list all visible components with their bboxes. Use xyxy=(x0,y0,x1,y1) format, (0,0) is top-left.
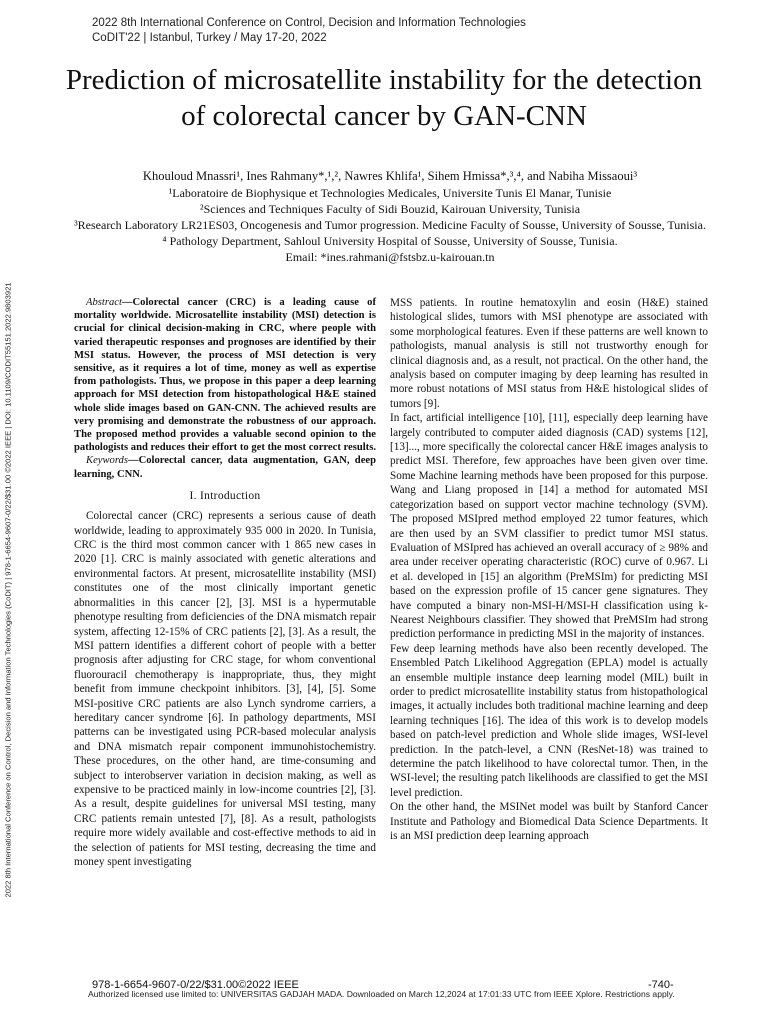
abstract xyxy=(74,296,376,454)
abstract-label: Abstract xyxy=(86,297,122,308)
footer-isbn: 978-1-6654-9607-0/22/$31.00©2022 IEEE xyxy=(92,979,299,991)
paper-title: Prediction of microsatellite instability for the detection of colorectal cancer by GAN-CNN xyxy=(65,64,703,132)
right-paragraph-2: In fact, artificial intelligence [10], [11], especially deep learning have largely contributed to computer aided diagnosis (CAD) systems [12], [13]..., more specifically the colorectal cancer H&E images analysis to predict MSI. Therefore, few approaches have been given over time. Some Machine learning methods have been proposed for this purpose. Wang and Liang proposed in [14] a method for automated MSI categorization based on support vector machine technology (SVM). The proposed MSIpred method employed 22 tumor features, which are then used by an SVM classifier to predict tumor MSI status. Evaluation of MSIpred has achieved an overall accuracy of ≥ 98% and area under receiver operating characteristic (ROC) curve of 0.967. Li et al. developed in [15] an algorithm (PreMSIm) for predicting MSI based on the expression profile of 15 cancer gene signatures. They have computed a binary non-MSI-H/MSI-H classification using k-Nearest Neighbours classifier. They showed that PreMSIm had strong prediction performance in predicting MSI in the majority of instances. xyxy=(390,412,708,641)
keywords-text: —Colorectal cancer, data augmentation, GAN, deep learning, CNN. xyxy=(74,455,376,480)
author-email: Email: *ines.rahmani@fstsbz.u-kairouan.tn xyxy=(285,250,495,264)
footer-page-number: -740- xyxy=(648,979,674,991)
affiliation-3: ³Research Laboratory LR21ES03, Oncogenesis and Tumor progression. Medicine Faculty of Sousse, University of Sousse, Tunisia. xyxy=(74,218,706,232)
right-column xyxy=(390,296,708,843)
right-paragraph-4: On the other hand, the MSINet model was built by Stanford Cancer Institute and Pathology and Biomedical Data Science Departments. It is an MSI prediction deep learning approach xyxy=(390,801,708,843)
right-paragraph-3: Few deep learning methods have also been recently developed. The Ensembled Patch Likelihood Aggregation (EPLA) model is actually an ensemble multiple instance deep learning model (MIL) built in order to predict microsatellite instability status from histopathological images, it actually includes both traditional machine learning and deep learning techniques [16]. The idea of this work is to develop models based on patch-level prediction and Whole slide images, WSI-level prediction. In the patch-level, a CNN (ResNet-18) was trained to determine the patch likelihood to have colorectal tumor. Then, in the WSI-level; the resulting patch likelihoods are classified to get the MSI level prediction. xyxy=(390,642,708,799)
author-block xyxy=(40,168,740,265)
affiliation-2: ²Sciences and Techniques Faculty of Sidi Bouzid, Kairouan University, Tunisia xyxy=(199,202,581,216)
affiliation-4: ⁴ Pathology Department, Sahloul University Hospital of Sousse, University of Sousse, Tunisia. xyxy=(162,234,618,248)
section-heading-introduction: I. Introduction xyxy=(189,489,261,502)
conference-header xyxy=(92,16,526,46)
left-column xyxy=(74,296,376,869)
conference-line-1: 2022 8th International Conference on Control, Decision and Information Technologies xyxy=(92,17,526,29)
intro-paragraph-1: Colorectal cancer (CRC) represents a serious cause of death worldwide, leading to approximately 935 000 in 2020. In Tunisia, CRC is the third most common cancer with 1 865 new cases in 2020 [1]. CRC is mainly associated with genetic alterations and environmental factors. At present, microsatellite instability (MSI) constitutes one of the most clinically important genetic abnormalities in this cancer [2], [3]. MSI is a hypermutable phenotype resulting from deficiencies of the DNA mismatch repair system, affecting 12-15% of CRC patients [2], [3]. As a result, the MSI pattern identifies a different cohort of people with a better prognosis after adjusting for CRC stage, for whom conventional fluorouracil chemotherapy is inappropriate, thus, they might benefit from immune checkpoint inhibitors. [3], [4], [5]. Some MSI-positive CRC patients are also Lynch syndrome carriers, a hereditary cancer syndrome [6]. In pathology departments, MSI patterns can be investigated using PCR-based molecular analysis and DNA mismatch repair component immunohistochemistry. These procedures, on the other hand, are time-consuming and subject to interobserver variation in decision making, as well as expensive to be practiced mainly in low-income countries [2], [3]. As a result, despite guidelines for universal MSI testing, many CRC patients remain untested [7], [8]. As a result, pathologists require more widely available and cost-effective methods to aid in the selection of patients for MSI testing, decreasing the time and money spent investigating xyxy=(74,510,376,868)
right-paragraph-1: MSS patients. In routine hematoxylin and eosin (H&E) stained histological slides, tumors with MSI phenotype are associated with some morphological features. Even if these patterns are well known to pathologists, manual analysis is still not trustworthy enough for clinical diagnosis and, as a result, not practical. On the other hand, the analysis based on computer imaging by deep learning has resulted in more robust notations of MSI status from H&E histological slides of tumors [9]. xyxy=(390,297,708,410)
keywords xyxy=(74,454,376,480)
doi-sidebar xyxy=(0,184,16,996)
author-names: Khouloud Mnassri¹, Ines Rahmany*,¹,², Nawres Khlifa¹, Sihem Hmissa*,³,⁴, and Nabiha Missaoui³ xyxy=(142,169,638,183)
conference-line-2: CoDIT'22 | Istanbul, Turkey / May 17-20, 2022 xyxy=(92,32,327,44)
affiliation-1: ¹Laboratoire de Biophysique et Technologies Medicales, Universite Tunis El Manar, Tunisie xyxy=(168,186,612,200)
abstract-text: —Colorectal cancer (CRC) is a leading cause of mortality worldwide. Microsatellite instability (MSI) detection is crucial for clinical decision-making in CRC, where people with varied therapeutic responses and prognoses are identified by their MSI status. However, the process of MSI detection is very sensitive, as it requires a lot of time, money as well as expertise from pathologists. Thus, we propose in this paper a deep learning approach for MSI detection from histopathological H&E stained whole slide images based on GAN-CNN. The achieved results are very promising and demonstrate the robustness of our approach. The proposed method provides a valuable second opinion to the pathologists and reduces their effort to get the most correct results. xyxy=(74,297,376,454)
doi-sidebar-text: 2022 8th International Conference on Control, Decision and Information Technologies (CoDIT) | 978-1-6654-9607-0/22/$31.00 ©2022 IEEE | DOI: 10.1109/CODIT55151.2022.9803921 xyxy=(3,282,13,898)
keywords-label: Keywords xyxy=(86,455,128,467)
license-notice: Authorized licensed use limited to: UNIVERSITAS GADJAH MADA. Downloaded on March 12,2024 at 17:01:33 UTC from IEEE Xplore. Restrictions apply. xyxy=(88,989,675,999)
